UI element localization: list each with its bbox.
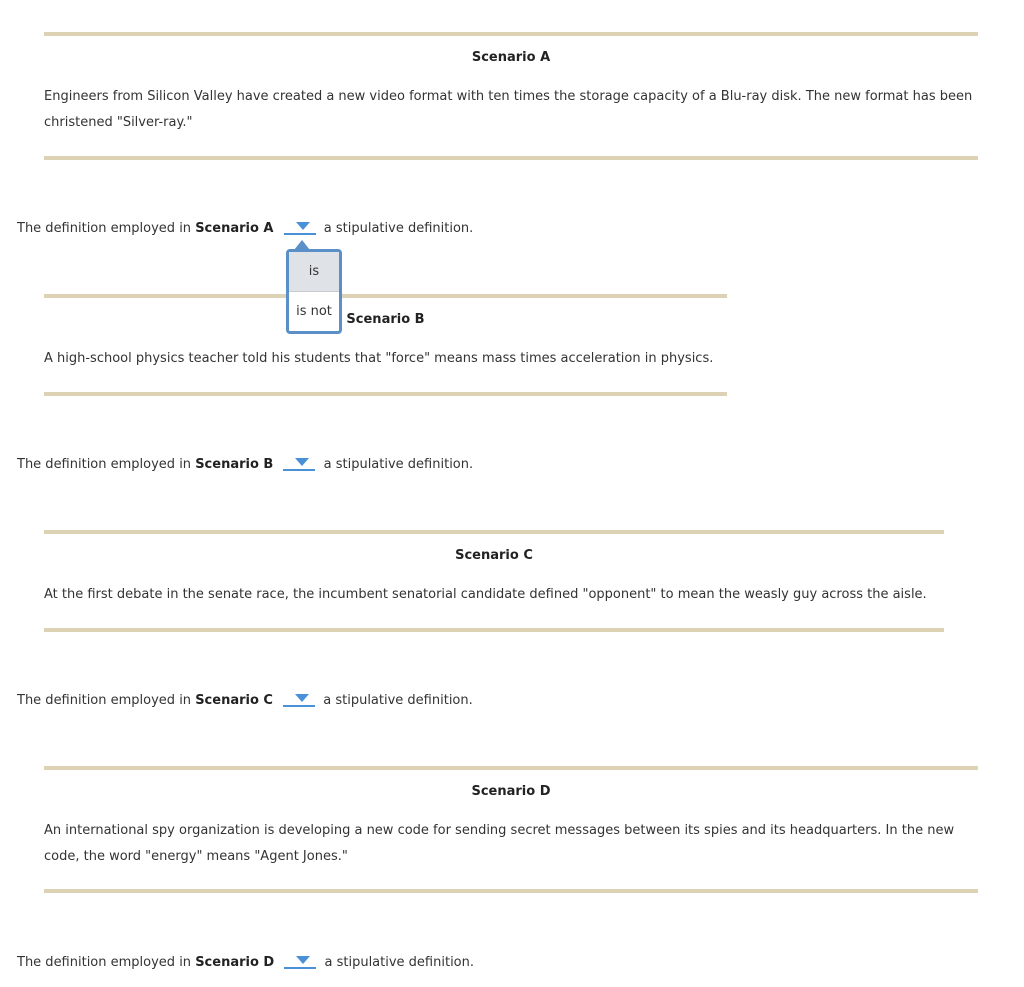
question-c-scenario: Scenario C [195, 693, 273, 708]
question-c [17, 692, 473, 708]
question-a-suffix: a stipulative definition. [323, 221, 474, 236]
scenario-a-title: Scenario A [471, 50, 551, 65]
scenario-a-bottom-rule [44, 156, 978, 160]
dropdown-popup [286, 249, 342, 334]
question-d-scenario: Scenario D [195, 955, 275, 970]
scenario-a-text: Engineers from Silicon Valley have created a new video format with ten times the storage capacity of a Blu-ray disk. The new format has been christened "Silver-ray." [44, 89, 973, 130]
scenario-b-bottom-rule [44, 392, 727, 396]
question-d-dropdown[interactable] [284, 954, 316, 969]
question-b-prefix: The definition employed in [17, 457, 192, 472]
chevron-down-icon [295, 694, 309, 702]
scenario-c-bottom-rule [44, 628, 944, 632]
question-a-scenario: Scenario A [195, 221, 274, 236]
question-b-dropdown[interactable] [283, 456, 315, 471]
question-b-suffix: a stipulative definition. [323, 457, 474, 472]
question-d-suffix: a stipulative definition. [324, 955, 475, 970]
scenario-d-title: Scenario D [471, 784, 551, 799]
option-is-not[interactable]: is not [296, 304, 332, 319]
question-a [17, 220, 473, 236]
scenario-d-top-rule [44, 766, 978, 770]
scenario-b-text: A high-school physics teacher told his students that "force" means mass times acceleration in physics. [44, 351, 714, 366]
chevron-down-icon [295, 458, 309, 466]
scenario-c-title: Scenario C [455, 548, 533, 563]
scenario-a-top-rule [44, 32, 978, 36]
scenario-b-title: Scenario B [346, 312, 425, 327]
scenario-c-text: At the first debate in the senate race, the incumbent senatorial candidate defined "opponent" to mean the weasly guy across the aisle. [44, 587, 927, 602]
question-c-prefix: The definition employed in [17, 693, 192, 708]
question-c-suffix: a stipulative definition. [323, 693, 473, 708]
scenario-b-top-rule [44, 294, 727, 298]
question-b-scenario: Scenario B [195, 457, 274, 472]
chevron-down-icon [296, 222, 310, 230]
scenario-d-bottom-rule [44, 889, 978, 893]
question-d-prefix: The definition employed in [17, 955, 192, 970]
scenario-d-text: An international spy organization is developing a new code for sending secret messages between its spies and its headquarters. In the new code, the word "energy" means "Agent Jones." [44, 823, 955, 864]
question-a-dropdown[interactable] [284, 220, 316, 235]
scenario-c-top-rule [44, 530, 944, 534]
question-d [17, 954, 474, 970]
question-b [17, 456, 473, 472]
question-c-dropdown[interactable] [283, 692, 315, 707]
option-is[interactable]: is [289, 252, 339, 292]
question-a-prefix: The definition employed in [17, 221, 192, 236]
chevron-down-icon [296, 956, 310, 964]
